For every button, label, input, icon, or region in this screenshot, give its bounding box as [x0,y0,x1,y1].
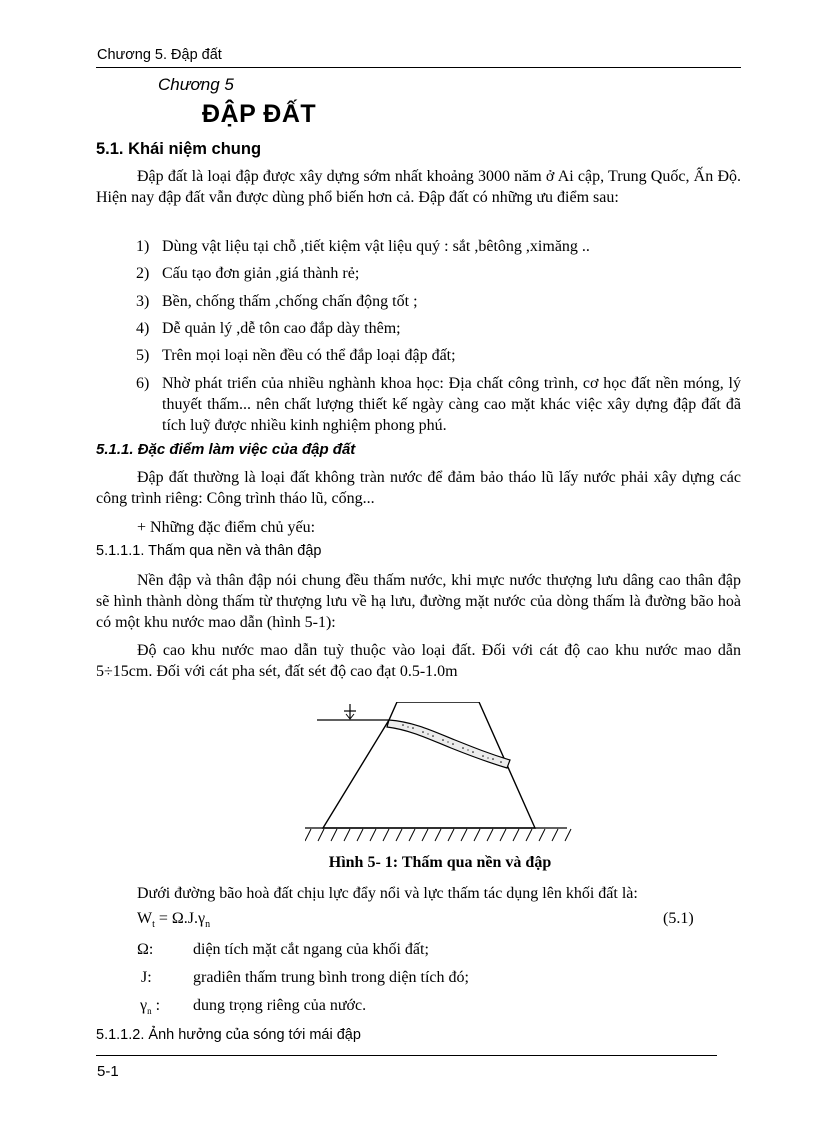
list-item-number: 2) [136,265,150,282]
paragraph: + Những đặc điểm chủ yếu: [137,519,316,536]
definition-text: diện tích mặt cắt ngang của khối đất; [193,941,429,958]
list-item-text: Dùng vật liệu tại chỗ ,tiết kiệm vật liệu quý : sắt ,bêtông ,ximăng .. [162,238,590,255]
equation-lhs: W [137,910,153,927]
equation [137,910,210,930]
paragraph: Độ cao khu nước mao dẫn tuỳ thuộc vào loại đất. Đối với cát độ cao khu nước mao dẫn 5÷15cm. Đối với cát pha sét, đất sét độ cao đạt 0.5-1.0m [96,642,741,680]
list-item-text: Cấu tạo đơn giản ,giá thành rẻ; [162,265,360,282]
equation-rhs-subscript: n [205,919,211,931]
equation-rhs: = Ω.J.γ [154,910,206,927]
subsection-heading: 5.1.1. Đặc điểm làm việc của đập đất [96,441,356,458]
definition-text: gradiên thấm trung bình trong diện tích đó; [193,969,469,986]
list-item-number: 5) [136,347,150,364]
capillary-zone [387,720,510,768]
list-item [136,318,741,339]
water-level-symbol [344,704,356,719]
definition-text: dung trọng riêng của nước. [193,997,367,1014]
list-item-text: Bền, chống thấm ,chống chấn động tốt ; [162,293,418,310]
paragraph: Dưới đường bão hoà đất chịu lực đẩy nổi và lực thấm tác dụng lên khối đất là: [137,885,638,902]
list-item-number: 4) [136,320,150,337]
list-item-number: 1) [136,238,150,255]
chapter-label: Chương 5 [158,75,234,94]
running-header: Chương 5. Đập đất [97,47,222,63]
footer-rule [96,1055,717,1056]
ground-hatching [305,829,571,841]
subsubsection-heading: 5.1.1.2. Ảnh hưởng của sóng tới mái đập [96,1027,361,1043]
list-item-text: Nhờ phát triển của nhiều nghành khoa học: Địa chất công trình, cơ học đất nền móng, lý thuyết thấm... nên chất lượng thiết kế ngày càng cao mặt khác việc xây dựng đập đất đã tích luỹ được nhiều kinh nghiệm phong phú. [162,375,741,434]
list-item [136,291,741,312]
figure-caption: Hình 5- 1: Thấm qua nền và đập [328,854,552,871]
page-number: 5-1 [97,1063,119,1080]
equation-number: (5.1) [663,910,694,927]
list-item [136,345,741,366]
chapter-title: ĐẬP ĐẤT [202,100,317,128]
dam-seepage-figure [305,702,575,850]
definition-symbol: Ω: [137,941,154,958]
section-heading: 5.1. Khái niệm chung [96,140,262,158]
list-item-number: 6) [136,375,150,392]
list-item [136,236,741,257]
definition-symbol [140,997,160,1016]
list-item-text: Dễ quản lý ,dễ tôn cao đắp dày thêm; [162,320,401,337]
list-item-text: Trên mọi loại nền đều có thể đắp loại đập đất; [162,347,456,364]
paragraph: Nền đập và thân đập nói chung đều thấm nước, khi mực nước thượng lưu dâng cao thân đập sẽ hình thành dòng thấm từ thượng lưu về hạ lưu, đường mặt nước của dòng thấm là đường bão hoà có một khu nước mao dẫn (hình 5-1): [96,572,741,631]
paragraph: Đập đất thường là loại đất không tràn nước để đảm bảo tháo lũ lấy nước phải xây dựng các công trình riêng: Công trình tháo lũ, cống... [96,469,741,507]
intro-paragraph: Đập đất là loại đập được xây dựng sớm nhất khoảng 3000 năm ở Ai cập, Trung Quốc, Ấn Độ. Hiện nay đập đất vẫn được dùng phổ biến hơn cả. Đập đất có những ưu điểm sau: [96,168,741,206]
header-rule [96,67,741,68]
definition-symbol: J: [141,969,152,986]
list-item [136,373,741,436]
list-item-number: 3) [136,293,150,310]
list-item [136,263,741,284]
gamma-subscript: n [147,1006,152,1017]
equation-lhs-subscript: t [152,919,155,931]
subsubsection-heading: 5.1.1.1. Thấm qua nền và thân đập [96,543,322,559]
gamma-symbol: γ [140,997,148,1014]
gamma-colon: : [151,997,161,1014]
